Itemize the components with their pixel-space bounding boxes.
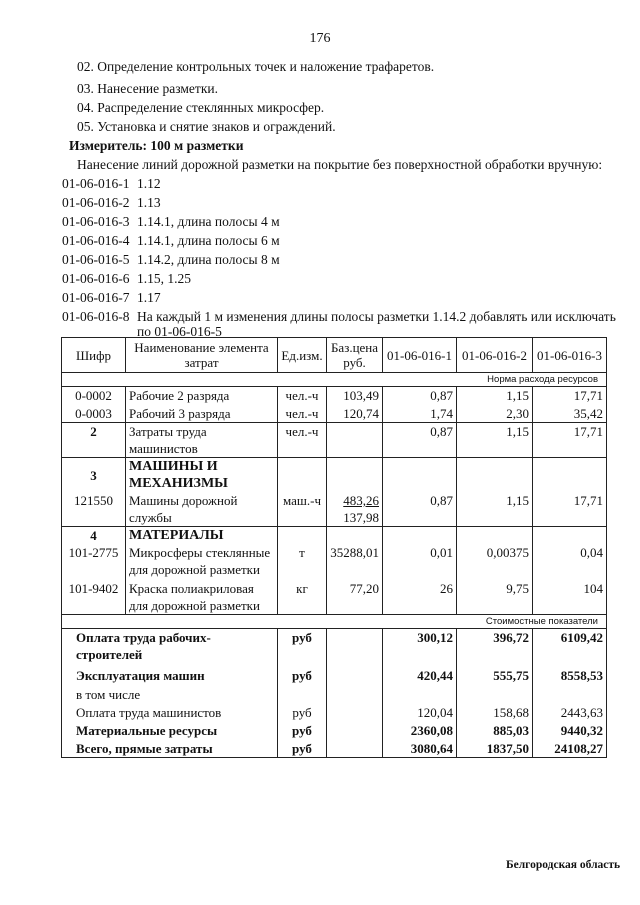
cell-name: Микросферы стеклянные для дорожной разметки [126, 544, 278, 580]
cell-v1: 0,01 [383, 544, 457, 580]
section-row [62, 458, 607, 493]
cell-unit: маш.-ч [278, 492, 327, 527]
item-desc-cont: по 01-06-016-5 [137, 324, 222, 339]
operation-05: 05. Установка и снятие знаков и ограждений. [77, 119, 336, 134]
table-row [62, 544, 607, 580]
cell-v2: 2,30 [457, 405, 533, 423]
cost-unit [278, 686, 327, 704]
operation-04: 04. Распределение стеклянных микросфер. [77, 100, 325, 115]
cell-price [327, 423, 383, 458]
cost-v2: 1837,50 [457, 740, 533, 758]
item-desc: 1.17 [137, 290, 161, 305]
cost-row [62, 667, 607, 686]
cell-v1: 1,74 [383, 405, 457, 423]
cost-v3: 24108,27 [533, 740, 607, 758]
cell-unit: чел.-ч [278, 387, 327, 405]
cell-unit: чел.-ч [278, 405, 327, 423]
cell-v1: 0,87 [383, 387, 457, 405]
cost-v1: 2360,08 [383, 722, 457, 740]
cell-v3: 35,42 [533, 405, 607, 423]
cost-v3: 6109,42 [533, 629, 607, 667]
cost-v1: 3080,64 [383, 740, 457, 758]
cell-code: 121550 [62, 492, 126, 527]
cost-unit: руб [278, 704, 327, 722]
cell-v2: 9,75 [457, 580, 533, 615]
cost-v3 [533, 686, 607, 704]
table-row [62, 387, 607, 405]
cell-v3: 17,71 [533, 492, 607, 527]
price-numerator: 483,26 [343, 493, 379, 508]
item-desc: 1.13 [137, 195, 161, 210]
cost-row [62, 740, 607, 758]
cell-price [327, 492, 383, 527]
cell-v1: 0,87 [383, 423, 457, 458]
item-desc: 1.14.2, длина полосы 8 м [137, 252, 280, 267]
item-desc: На каждый 1 м изменения длины полосы разметки 1.14.2 добавлять или исключать [137, 309, 616, 324]
cell-unit: т [278, 544, 327, 580]
cost-v1: 300,12 [383, 629, 457, 667]
table-header [62, 338, 607, 373]
cell-price: 35288,01 [327, 544, 383, 580]
cost-v2: 555,75 [457, 667, 533, 686]
band-norm-label: Норма расхода ресурсов [62, 373, 607, 387]
section-code: 4 [62, 527, 126, 545]
item-desc: 1.12 [137, 176, 161, 191]
header-col3: 01-06-016-3 [533, 338, 607, 373]
cost-label: Оплата труда рабочих-строителей [62, 629, 278, 667]
cost-v3: 9440,32 [533, 722, 607, 740]
cost-v3: 2443,63 [533, 704, 607, 722]
band-cost-label: Стоимостные показатели [62, 615, 607, 629]
cell-v1: 0,87 [383, 492, 457, 527]
operation-03: 03. Нанесение разметки. [77, 81, 218, 96]
item-code: 01-06-016-2 [62, 195, 130, 210]
cell-v3: 17,71 [533, 423, 607, 458]
price-denominator: 137,98 [343, 510, 379, 525]
cell-unit: кг [278, 580, 327, 615]
cell-code: 0-0003 [62, 405, 126, 423]
section-code: 3 [62, 458, 126, 493]
operation-02: 02. Определение контрольных точек и наложение трафаретов. [77, 59, 435, 74]
intro-text: Нанесение линий дорожной разметки на покрытие без поверхностной обработки вручную: [77, 157, 603, 172]
item-code: 01-06-016-5 [62, 252, 130, 267]
cost-label: Эксплуатация машин [62, 667, 278, 686]
table-row [62, 580, 607, 615]
cost-unit: руб [278, 740, 327, 758]
cell-price: 120,74 [327, 405, 383, 423]
table-row [62, 423, 607, 458]
footer-region: Белгородская область [506, 859, 621, 871]
cell-name: Рабочий 3 разряда [126, 405, 278, 423]
cell-name: Машины дорожной службы [126, 492, 278, 527]
cell-v1: 26 [383, 580, 457, 615]
section-row [62, 527, 607, 545]
cost-row [62, 686, 607, 704]
item-code: 01-06-016-3 [62, 214, 130, 229]
cell-name: Рабочие 2 разряда [126, 387, 278, 405]
cell-price: 103,49 [327, 387, 383, 405]
item-code: 01-06-016-1 [62, 176, 130, 191]
cost-v1: 420,44 [383, 667, 457, 686]
cell-v3: 17,71 [533, 387, 607, 405]
band-cost [62, 615, 607, 629]
cost-v2 [457, 686, 533, 704]
cost-v1 [383, 686, 457, 704]
header-name: Наименование элемента затрат [126, 338, 278, 373]
item-code: 01-06-016-8 [62, 309, 130, 324]
cell-v2: 1,15 [457, 423, 533, 458]
cell-name: Краска полиакриловая для дорожной разметки [126, 580, 278, 615]
cost-v2: 885,03 [457, 722, 533, 740]
page-number: 176 [309, 31, 331, 46]
cell-v3: 104 [533, 580, 607, 615]
cost-label: Материальные ресурсы [62, 722, 278, 740]
cost-unit: руб [278, 667, 327, 686]
cell-code: 2 [62, 423, 126, 458]
resource-table [61, 337, 607, 758]
cell-code: 101-9402 [62, 580, 126, 615]
cell-v2: 0,00375 [457, 544, 533, 580]
item-desc: 1.14.1, длина полосы 4 м [137, 214, 280, 229]
cell-price: 77,20 [327, 580, 383, 615]
item-code: 01-06-016-7 [62, 290, 130, 305]
cost-row [62, 722, 607, 740]
cell-v2: 1,15 [457, 387, 533, 405]
header-unit: Ед.изм. [278, 338, 327, 373]
item-code: 01-06-016-6 [62, 271, 130, 286]
header-col2: 01-06-016-2 [457, 338, 533, 373]
header-code: Шифр [62, 338, 126, 373]
cost-label: Оплата труда машинистов [62, 704, 278, 722]
cell-v2: 1,15 [457, 492, 533, 527]
cost-v2: 158,68 [457, 704, 533, 722]
item-desc: 1.15, 1.25 [137, 271, 191, 286]
item-code: 01-06-016-4 [62, 233, 130, 248]
section-title: МАШИНЫ И МЕХАНИЗМЫ [126, 458, 278, 493]
cost-v1: 120,04 [383, 704, 457, 722]
cell-unit: чел.-ч [278, 423, 327, 458]
table-row [62, 492, 607, 527]
header-price: Баз.цена руб. [327, 338, 383, 373]
table-row [62, 405, 607, 423]
cell-v3: 0,04 [533, 544, 607, 580]
cost-v2: 396,72 [457, 629, 533, 667]
header-col1: 01-06-016-1 [383, 338, 457, 373]
cost-label: в том числе [62, 686, 278, 704]
cost-label: Всего, прямые затраты [62, 740, 278, 758]
cost-row [62, 704, 607, 722]
cost-unit: руб [278, 629, 327, 667]
cell-name: Затраты труда машинистов [126, 423, 278, 458]
cost-v3: 8558,53 [533, 667, 607, 686]
cell-code: 0-0002 [62, 387, 126, 405]
band-norm [62, 373, 607, 387]
cost-unit: руб [278, 722, 327, 740]
section-title: МАТЕРИАЛЫ [126, 527, 278, 545]
cell-code: 101-2775 [62, 544, 126, 580]
cost-row [62, 629, 607, 667]
meter-heading: Измеритель: 100 м разметки [69, 138, 244, 153]
item-desc: 1.14.1, длина полосы 6 м [137, 233, 280, 248]
